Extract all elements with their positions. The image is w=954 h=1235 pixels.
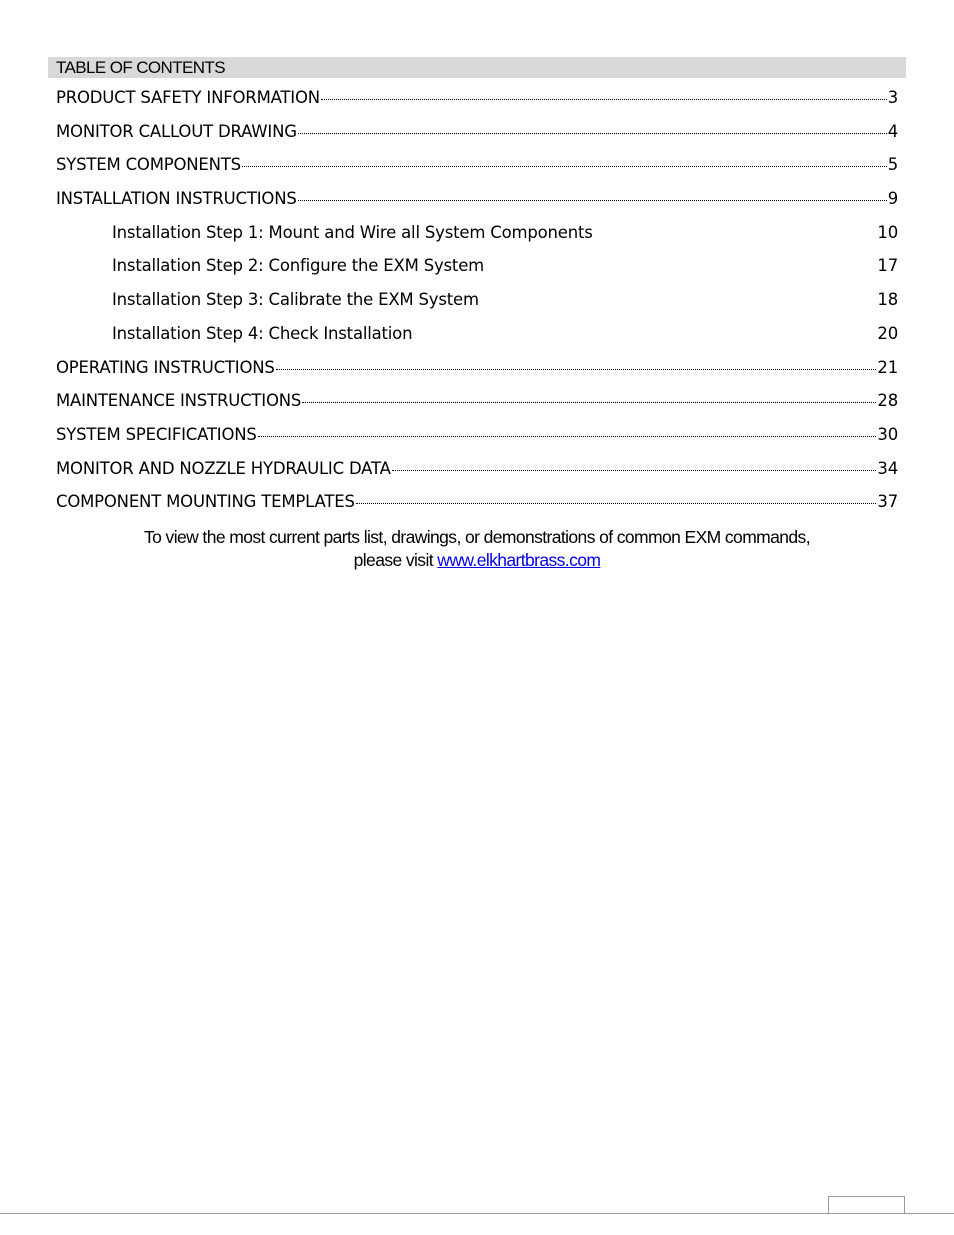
toc-subentry-title: Installation Step 2: Configure the EXM System <box>112 256 485 276</box>
toc-entry-title: OPERATING INSTRUCTIONS <box>56 357 275 377</box>
website-note-line <box>48 549 906 572</box>
toc-subentry-page: 18 <box>877 290 898 310</box>
toc-entry[interactable] <box>56 384 898 418</box>
website-note <box>48 526 906 572</box>
toc-spacer <box>413 335 876 336</box>
toc-entry-title: PRODUCT SAFETY INFORMATION <box>56 88 320 107</box>
toc-dot-leader <box>298 132 887 134</box>
toc-dot-leader <box>276 368 877 370</box>
website-note-prefix: please visit <box>353 550 438 570</box>
toc-spacer <box>485 267 876 268</box>
toc-subentry-page: 17 <box>877 256 898 276</box>
toc-entry-title: SYSTEM SPECIFICATIONS <box>56 424 257 444</box>
toc-entry-title: MONITOR CALLOUT DRAWING <box>56 121 297 141</box>
toc-dot-leader <box>298 199 887 201</box>
toc-subentry[interactable] <box>56 283 898 317</box>
toc-dot-leader <box>242 165 887 167</box>
toc-subentry[interactable] <box>56 249 898 283</box>
page-footer-rule <box>0 1213 954 1214</box>
toc-subentry-title: Installation Step 3: Calibrate the EXM System <box>112 290 479 310</box>
toc-entry-title: SYSTEM COMPONENTS <box>56 155 241 175</box>
toc-entry-page: 21 <box>877 357 898 377</box>
toc-subentry-page: 20 <box>877 323 898 343</box>
toc-entry-page: 4 <box>887 121 898 141</box>
toc-entry[interactable] <box>56 148 898 182</box>
toc-subentry[interactable] <box>56 216 898 250</box>
toc-subentry-title: Installation Step 1: Mount and Wire all System Components <box>112 222 593 242</box>
toc-entry[interactable] <box>56 452 898 486</box>
toc-dot-leader <box>302 401 876 403</box>
toc-entry-page: 34 <box>877 458 898 478</box>
toc-spacer <box>594 234 877 235</box>
toc-entry-title: COMPONENT MOUNTING TEMPLATES <box>56 492 355 512</box>
toc-entry-page: 28 <box>877 391 898 411</box>
toc-list <box>56 81 898 519</box>
toc-entry[interactable] <box>56 115 898 149</box>
toc-entry[interactable] <box>56 418 898 452</box>
toc-entry[interactable] <box>56 351 898 385</box>
toc-entry-page: 3 <box>887 88 898 107</box>
page-number-tab <box>828 1196 905 1213</box>
toc-entry-page: 5 <box>887 155 898 175</box>
toc-entry[interactable] <box>56 182 898 216</box>
toc-dot-leader <box>258 435 877 437</box>
toc-entry-title: MONITOR AND NOZZLE HYDRAULIC DATA <box>56 458 391 478</box>
toc-dot-leader <box>321 98 887 100</box>
toc-entry[interactable] <box>56 81 898 115</box>
toc-entry-title: INSTALLATION INSTRUCTIONS <box>56 189 297 209</box>
toc-heading: TABLE OF CONTENTS <box>48 57 906 78</box>
toc-entry-page: 37 <box>877 492 898 512</box>
toc-spacer <box>480 301 877 302</box>
toc-subentry-page: 10 <box>877 222 898 242</box>
toc-entry-page: 30 <box>877 424 898 444</box>
toc-subentry-title: Installation Step 4: Check Installation <box>112 323 413 343</box>
website-note-line: To view the most current parts list, drawings, or demonstrations of common EXM commands, <box>144 527 810 547</box>
toc-dot-leader <box>392 469 877 471</box>
toc-entry[interactable] <box>56 485 898 519</box>
toc-entry-title: MAINTENANCE INSTRUCTIONS <box>56 391 302 411</box>
toc-dot-leader <box>356 502 877 504</box>
toc-entry-page: 9 <box>887 189 898 209</box>
website-link[interactable]: www.elkhartbrass.com <box>437 550 601 570</box>
toc-subentry[interactable] <box>56 317 898 351</box>
